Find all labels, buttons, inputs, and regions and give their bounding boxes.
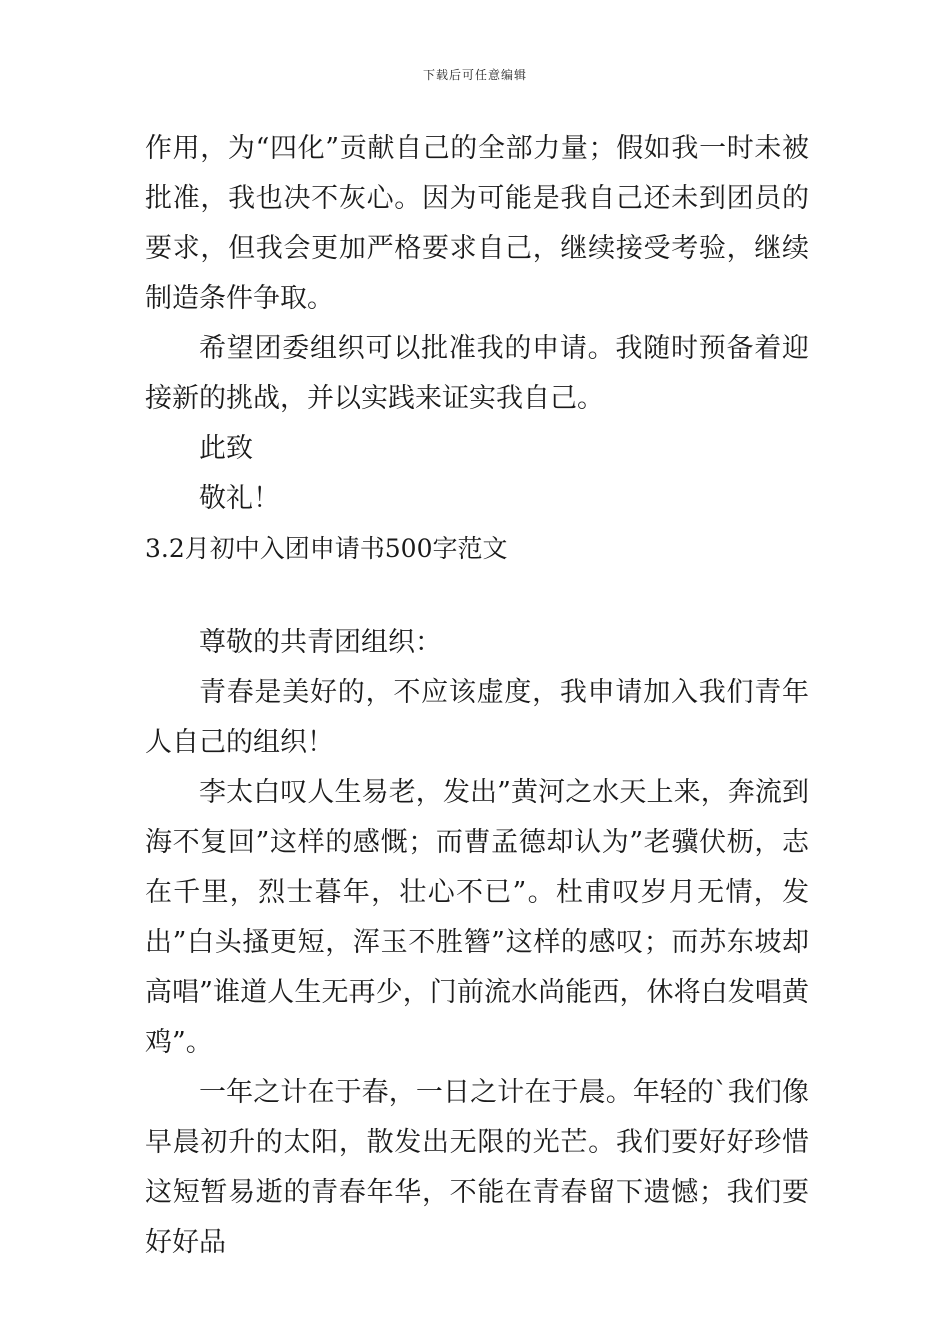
salutation: 尊敬的共青团组织：: [199, 627, 442, 658]
continuation-paragraph: 作用，为“四化”贡献自己的全部力量；假如我一时未被批准，我也决不灰心。因为可能是我自己还未到团员的要求，但我会更加严格要求自己，继续接受考验，继续制造条件争取。: [145, 133, 809, 314]
page-header-note: 下载后可任意编辑: [422, 68, 527, 82]
spring-paragraph: 一年之计在于春，一日之计在于晨。年轻的`我们像早晨初升的太阳，散发出无限的光芒。我们要好好珍惜这短暂易逝的青春年华，不能在青春留下遗憾；我们要好好品: [145, 1077, 809, 1258]
hope-paragraph: 希望团委组织可以批准我的申请。我随时预备着迎接新的挑战，并以实践来证实我自己。: [145, 333, 809, 414]
closing-line-2: 敬礼！: [199, 483, 280, 514]
section-heading: 3.2月初中入团申请书500字范文: [145, 534, 508, 563]
youth-paragraph: 青春是美好的，不应该虚度，我申请加入我们青年人自己的组织！: [145, 677, 809, 758]
document-body: [145, 124, 809, 1268]
closing-line-1: 此致: [199, 433, 253, 464]
poets-paragraph: 李太白叹人生易老，发出”黄河之水天上来，奔流到海不复回”这样的感慨；而曹孟德却认为”老骥伏枥，志在千里，烈士暮年，壮心不已”。杜甫叹岁月无情，发出”白头搔更短，浑玉不胜簪”这样的感叹；而苏东坡却高唱”谁道人生无再少，门前流水尚能西，休将白发唱黄鸡”。: [145, 777, 809, 1058]
